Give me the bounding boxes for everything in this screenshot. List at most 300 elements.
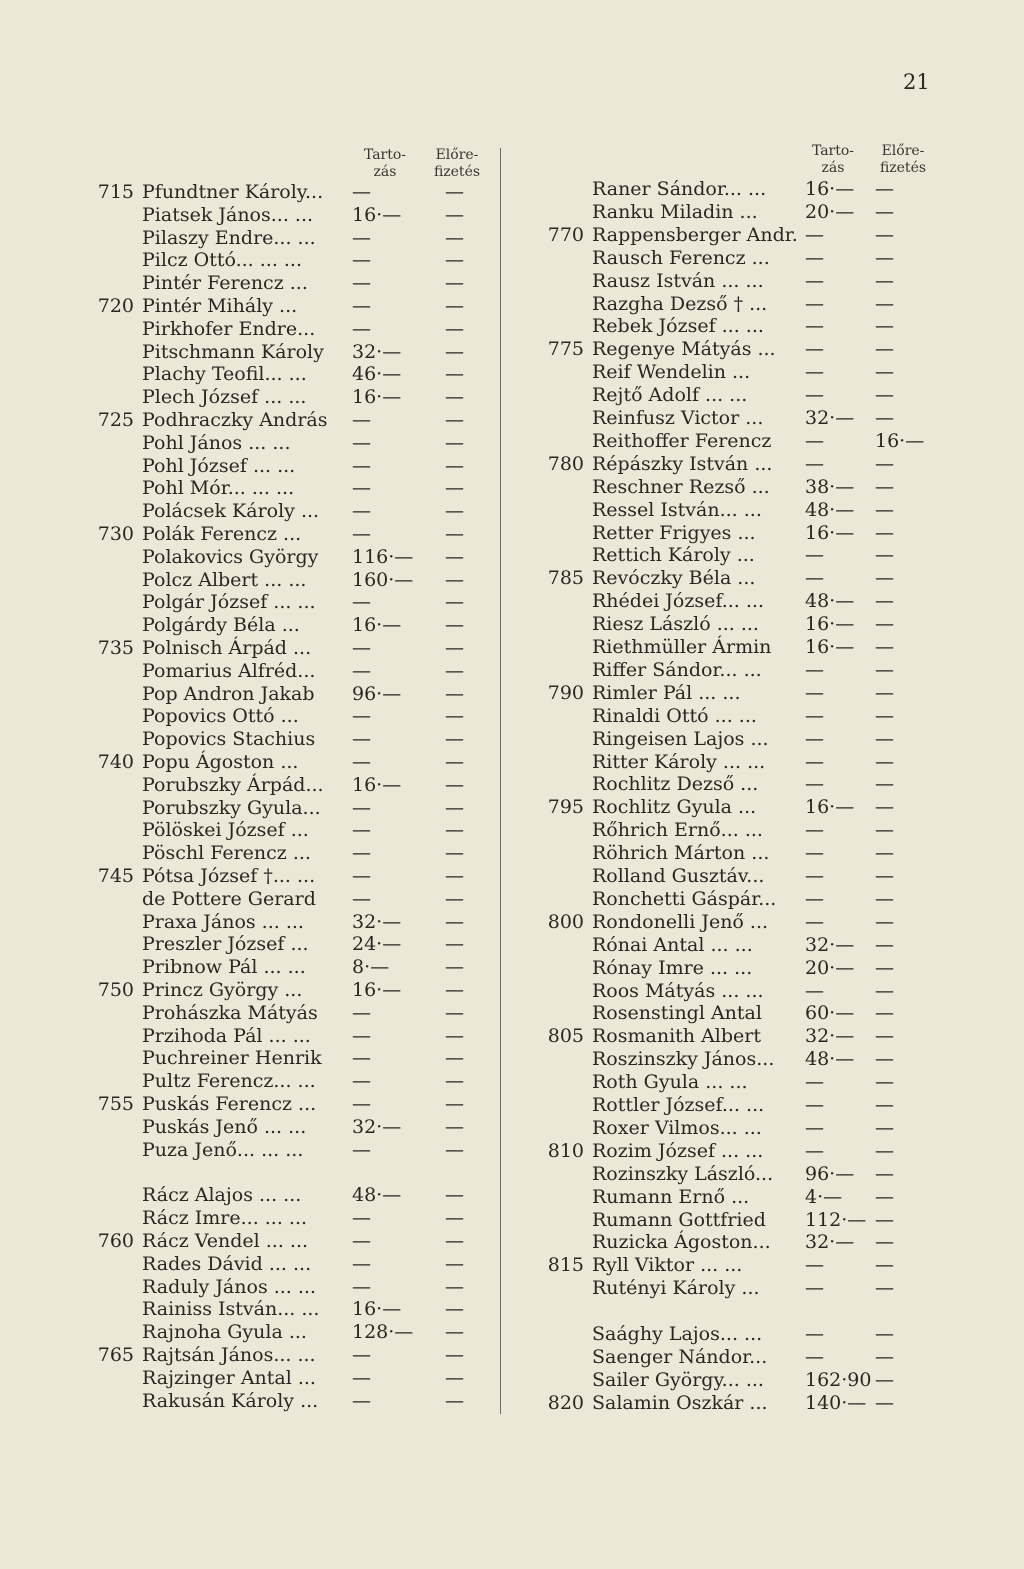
elofizetes-value: —: [445, 340, 464, 363]
member-name: Pölöskei József ...: [142, 819, 309, 842]
tartozas-value: 20·—: [805, 200, 855, 223]
member-name: Podhraczky András: [142, 409, 328, 431]
entry-number: 725: [97, 409, 134, 431]
elofizetes-value: —: [875, 544, 894, 567]
tartozas-value: 16·—: [805, 796, 855, 819]
member-name: Puskás Jenő ... ...: [142, 1115, 307, 1138]
elofizetes-value: —: [875, 1048, 894, 1071]
member-name: de Pottere Gerard: [142, 887, 316, 910]
tartozas-value: 24·—: [352, 933, 402, 956]
tartozas-value: 48·—: [805, 498, 855, 521]
tartozas-value: 96·—: [352, 682, 402, 705]
tartozas-value: —: [352, 272, 371, 295]
elofizetes-value: —: [445, 1138, 464, 1161]
entry-number: 780: [547, 452, 584, 475]
tartozas-value: —: [805, 750, 824, 773]
tartozas-value: —: [352, 1070, 371, 1093]
elofizetes-value: —: [875, 1254, 894, 1277]
entry-number: 765: [97, 1344, 134, 1366]
member-name: Rebek József ... ...: [592, 315, 764, 338]
elofizetes-value: —: [445, 1344, 464, 1366]
elofizetes-value: —: [445, 1184, 464, 1207]
header-tartozas-left: [350, 147, 420, 181]
tartozas-value: —: [352, 842, 371, 865]
entry-number: 750: [97, 979, 134, 1001]
elofizetes-value: —: [445, 728, 464, 751]
tartozas-value: —: [352, 295, 371, 317]
elofizetes-value: —: [875, 200, 894, 223]
tartozas-value: —: [805, 429, 824, 452]
tartozas-value: —: [805, 452, 824, 475]
member-name: Rajtsán János... ...: [142, 1344, 316, 1366]
tartozas-value: 112·—: [805, 1208, 867, 1231]
entry-number: 715: [97, 181, 134, 203]
member-name: Polgárdy Béla ...: [142, 614, 300, 637]
member-name: Pultz Ferencz... ...: [142, 1070, 316, 1093]
tartozas-value: —: [352, 865, 371, 887]
member-name: Rimler Pál ... ...: [592, 681, 741, 704]
member-name: Pirkhofer Endre...: [142, 317, 316, 340]
tartozas-value: 20·—: [805, 956, 855, 979]
header-elofizetes-left: [422, 147, 492, 181]
member-name: Plachy Teofil... ...: [142, 363, 307, 386]
member-name: Rolland Gusztáv...: [592, 865, 765, 887]
member-name: Porubszky Gyula...: [142, 796, 321, 819]
member-name: Pribnow Pál ... ...: [142, 956, 306, 979]
elofizetes-value: —: [875, 910, 894, 933]
tartozas-value: —: [805, 292, 824, 315]
tartozas-value: 32·—: [352, 910, 402, 933]
member-name: Roos Mátyás ... ...: [592, 979, 764, 1002]
member-name: Reschner Rezső ...: [592, 475, 770, 498]
tartozas-value: 16·—: [805, 636, 855, 658]
elofizetes-value: —: [875, 865, 894, 887]
member-name: Rakusán Károly ...: [142, 1389, 319, 1412]
entry-number: 810: [547, 1139, 584, 1162]
elofizetes-value: —: [875, 933, 894, 956]
elofizetes-value: —: [445, 1366, 464, 1389]
member-name: Roxer Vilmos... ...: [592, 1116, 762, 1139]
member-name: Polák Ferencz ...: [142, 523, 302, 545]
tartozas-value: 16·—: [805, 178, 855, 200]
member-name: Polgár József ... ...: [142, 591, 316, 614]
tartozas-value: —: [805, 567, 824, 590]
member-name: Rochlitz Gyula ...: [592, 796, 757, 819]
elofizetes-value: —: [875, 384, 894, 407]
tartozas-value: 16·—: [352, 614, 402, 637]
tartozas-value: —: [805, 1323, 824, 1346]
elofizetes-value: —: [445, 682, 464, 705]
entry-number: 775: [547, 338, 584, 361]
tartozas-value: 60·—: [805, 1002, 855, 1025]
tartozas-value: —: [352, 1275, 371, 1298]
elofizetes-value: —: [445, 249, 464, 272]
member-name: Porubszky Árpád...: [142, 773, 324, 796]
elofizetes-value: —: [445, 819, 464, 842]
elofizetes-value: —: [445, 409, 464, 431]
elofizetes-value: —: [875, 521, 894, 544]
elofizetes-value: —: [445, 796, 464, 819]
tartozas-value: —: [352, 477, 371, 500]
member-name: Rajnoha Gyula ...: [142, 1321, 307, 1344]
member-name: Polnisch Árpád ...: [142, 637, 312, 659]
tartozas-value: —: [805, 338, 824, 361]
elofizetes-value: —: [445, 842, 464, 865]
elofizetes-value: —: [875, 567, 894, 590]
member-name: Rónay Imre ... ...: [592, 956, 753, 979]
elofizetes-value: —: [445, 181, 464, 203]
member-name: Salamin Oszkár ...: [592, 1391, 768, 1414]
elofizetes-value: —: [445, 751, 464, 773]
elofizetes-value: —: [875, 1025, 894, 1048]
tartozas-value: 96·—: [805, 1162, 855, 1185]
member-name: Raner Sándor... ...: [592, 178, 767, 200]
header-line: Előre-: [435, 147, 479, 163]
member-name: Rondonelli Jenő ...: [592, 910, 769, 933]
elofizetes-value: —: [445, 1230, 464, 1252]
elofizetes-value: —: [875, 1368, 894, 1391]
member-name: Riesz László ... ...: [592, 613, 759, 636]
member-name: Pop Andron Jakab: [142, 682, 315, 705]
member-name: Plech József ... ...: [142, 386, 307, 409]
member-name: Ryll Viktor ... ...: [592, 1254, 743, 1277]
member-name: Pilcz Ottó... ... ...: [142, 249, 303, 272]
elofizetes-value: —: [445, 363, 464, 386]
elofizetes-value: —: [875, 1231, 894, 1254]
tartozas-value: —: [805, 910, 824, 933]
header-line: Előre-: [881, 143, 925, 159]
tartozas-value: —: [352, 819, 371, 842]
member-name: Saenger Nándor...: [592, 1346, 768, 1368]
tartozas-value: 48·—: [352, 1184, 402, 1207]
elofizetes-value: 16·—: [875, 429, 925, 452]
member-name: Pintér Ferencz ...: [142, 272, 308, 295]
tartozas-value: 46·—: [352, 363, 402, 386]
elofizetes-value: —: [875, 407, 894, 429]
tartozas-value: —: [805, 727, 824, 750]
member-name: Rejtő Adolf ... ...: [592, 384, 748, 407]
member-name: Ruzicka Ágoston...: [592, 1231, 771, 1254]
tartozas-value: 32·—: [805, 407, 855, 429]
tartozas-value: —: [805, 819, 824, 842]
member-name: Pohl József ... ...: [142, 454, 296, 477]
elofizetes-value: —: [875, 1002, 894, 1025]
tartozas-value: 16·—: [352, 773, 402, 796]
elofizetes-value: —: [445, 1275, 464, 1298]
member-name: Röhrich Márton ...: [592, 842, 770, 865]
member-name: Popovics Ottó ...: [142, 705, 299, 728]
member-name: Pitschmann Károly: [142, 340, 324, 363]
elofizetes-value: —: [875, 681, 894, 704]
elofizetes-value: —: [445, 773, 464, 796]
member-name: Rausch Ferencz ...: [592, 246, 770, 269]
entry-number: 760: [97, 1230, 134, 1252]
tartozas-value: —: [805, 384, 824, 407]
tartozas-value: —: [352, 1207, 371, 1230]
member-name: Piatsek János... ...: [142, 203, 314, 226]
tartozas-value: 4·—: [805, 1185, 843, 1208]
member-name: Preszler József ...: [142, 933, 309, 956]
elofizetes-value: —: [445, 1389, 464, 1412]
tartozas-value: —: [352, 249, 371, 272]
member-name: Reithoffer Ferencz: [592, 429, 772, 452]
elofizetes-value: —: [875, 956, 894, 979]
elofizetes-value: —: [875, 1277, 894, 1300]
tartozas-value: 32·—: [805, 1025, 855, 1048]
elofizetes-value: —: [875, 704, 894, 727]
tartozas-value: —: [352, 705, 371, 728]
member-name: Puskás Ferencz ...: [142, 1093, 317, 1115]
member-name: Rappensberger Andr.: [592, 223, 798, 246]
member-name: Rottler József... ...: [592, 1094, 765, 1116]
member-name: Prohászka Mátyás: [142, 1001, 318, 1024]
member-name: Praxa János ... ...: [142, 910, 304, 933]
member-name: Princz György ...: [142, 979, 303, 1001]
member-name: Rőhrich Ernő... ...: [592, 819, 763, 842]
tartozas-value: —: [352, 454, 371, 477]
tartozas-value: —: [805, 269, 824, 292]
header-line: fizetés: [879, 160, 927, 176]
tartozas-value: —: [352, 1024, 371, 1047]
member-name: Rettich Károly ...: [592, 544, 755, 567]
member-name: Rosmanith Albert: [592, 1025, 761, 1048]
member-name: Retter Frigyes ...: [592, 521, 756, 544]
tartozas-value: 16·—: [352, 203, 402, 226]
member-name: Pomarius Alfréd...: [142, 659, 316, 682]
elofizetes-value: —: [875, 1116, 894, 1139]
elofizetes-value: —: [445, 272, 464, 295]
elofizetes-value: —: [445, 1001, 464, 1024]
member-name: Rozim József ... ...: [592, 1139, 764, 1162]
tartozas-value: —: [805, 842, 824, 865]
elofizetes-value: —: [445, 865, 464, 887]
member-name: Puza Jenő... ... ...: [142, 1138, 304, 1161]
member-name: Rosenstingl Antal: [592, 1002, 762, 1025]
elofizetes-value: —: [875, 498, 894, 521]
header-line: Tarto-: [811, 143, 855, 159]
elofizetes-value: —: [445, 477, 464, 500]
elofizetes-value: —: [875, 452, 894, 475]
member-name: Reif Wendelin ...: [592, 361, 751, 384]
tartozas-value: —: [805, 681, 824, 704]
elofizetes-value: —: [445, 1093, 464, 1115]
tartozas-value: —: [352, 409, 371, 431]
elofizetes-value: —: [875, 750, 894, 773]
elofizetes-value: —: [445, 568, 464, 591]
tartozas-value: —: [352, 1047, 371, 1070]
member-name: Puchreiner Henrik: [142, 1047, 322, 1070]
tartozas-value: —: [352, 523, 371, 545]
member-name: Rajzinger Antal ...: [142, 1366, 316, 1389]
elofizetes-value: —: [445, 1207, 464, 1230]
header-line: fizetés: [433, 164, 481, 180]
member-name: Pohl Mór... ... ...: [142, 477, 295, 500]
entry-number: 800: [547, 910, 584, 933]
elofizetes-value: —: [445, 203, 464, 226]
elofizetes-value: —: [875, 223, 894, 246]
member-name: Razgha Dezső † ...: [592, 292, 768, 315]
entry-number: 720: [97, 295, 134, 317]
entry-number: 755: [97, 1093, 134, 1115]
tartozas-value: —: [805, 1277, 824, 1300]
elofizetes-value: —: [445, 1070, 464, 1093]
member-name: Rausz István ... ...: [592, 269, 764, 292]
member-name: Pfundtner Károly...: [142, 181, 324, 203]
member-name: Rónai Antal ... ...: [592, 933, 753, 956]
member-name: Pintér Mihály ...: [142, 295, 298, 317]
member-name: Rainiss István... ...: [142, 1298, 320, 1321]
member-name: Ringeisen Lajos ...: [592, 727, 769, 750]
elofizetes-value: —: [875, 315, 894, 338]
member-name: Ritter Károly ... ...: [592, 750, 766, 773]
elofizetes-value: —: [445, 523, 464, 545]
tartozas-value: —: [352, 1344, 371, 1366]
member-name: Saághy Lajos... ...: [592, 1323, 763, 1346]
tartozas-value: —: [352, 887, 371, 910]
elofizetes-value: —: [875, 338, 894, 361]
member-name: Raduly János ... ...: [142, 1275, 317, 1298]
tartozas-value: —: [352, 1389, 371, 1412]
tartozas-value: —: [352, 659, 371, 682]
elofizetes-value: —: [875, 658, 894, 681]
elofizetes-value: —: [875, 475, 894, 498]
elofizetes-value: —: [875, 887, 894, 910]
elofizetes-value: —: [445, 431, 464, 454]
entry-number: 805: [547, 1025, 584, 1048]
tartozas-value: —: [805, 865, 824, 887]
elofizetes-value: —: [445, 500, 464, 523]
elofizetes-value: —: [445, 1321, 464, 1344]
elofizetes-value: —: [875, 613, 894, 636]
elofizetes-value: —: [875, 1139, 894, 1162]
entry-number: 795: [547, 796, 584, 819]
tartozas-value: —: [805, 315, 824, 338]
tartozas-value: 128·—: [352, 1321, 414, 1344]
tartozas-value: —: [352, 796, 371, 819]
elofizetes-value: —: [875, 819, 894, 842]
tartozas-value: —: [352, 317, 371, 340]
elofizetes-value: —: [445, 226, 464, 249]
header-line: zás: [821, 160, 845, 176]
member-name: Popu Ágoston ...: [142, 751, 299, 773]
entry-number: 785: [547, 567, 584, 590]
elofizetes-value: —: [875, 1185, 894, 1208]
tartozas-value: 32·—: [352, 340, 402, 363]
elofizetes-value: —: [445, 956, 464, 979]
header-tartozas-right: [798, 143, 868, 177]
tartozas-value: —: [805, 223, 824, 246]
tartozas-value: 16·—: [352, 386, 402, 409]
header-line: Tarto-: [363, 147, 407, 163]
entry-number: 820: [547, 1391, 584, 1414]
elofizetes-value: —: [875, 1094, 894, 1116]
tartozas-value: —: [352, 1366, 371, 1389]
member-name: Rozinszky László...: [592, 1162, 774, 1185]
entry-number: 770: [547, 223, 584, 246]
elofizetes-value: —: [445, 705, 464, 728]
elofizetes-value: —: [445, 545, 464, 568]
tartozas-value: —: [805, 704, 824, 727]
member-name: Roszinszky János...: [592, 1048, 775, 1071]
elofizetes-value: —: [445, 317, 464, 340]
elofizetes-value: —: [875, 178, 894, 200]
elofizetes-value: —: [445, 1298, 464, 1321]
entry-number: 740: [97, 751, 134, 773]
elofizetes-value: —: [875, 1391, 894, 1414]
tartozas-value: 16·—: [805, 613, 855, 636]
elofizetes-value: —: [875, 590, 894, 613]
tartozas-value: —: [352, 1138, 371, 1161]
tartozas-value: —: [805, 1116, 824, 1139]
column-divider: [500, 148, 501, 1414]
tartozas-value: —: [805, 887, 824, 910]
elofizetes-value: —: [445, 591, 464, 614]
tartozas-value: 140·—: [805, 1391, 867, 1414]
tartozas-value: —: [352, 591, 371, 614]
member-name: Rutényi Károly ...: [592, 1277, 760, 1300]
member-name: Répászky István ...: [592, 452, 773, 475]
tartozas-value: —: [805, 658, 824, 681]
member-name: Roth Gyula ... ...: [592, 1071, 748, 1094]
tartozas-value: —: [352, 751, 371, 773]
tartozas-value: 32·—: [805, 933, 855, 956]
elofizetes-value: —: [875, 269, 894, 292]
tartozas-value: 8·—: [352, 956, 390, 979]
elofizetes-value: —: [875, 773, 894, 796]
member-name: Riethmüller Ármin: [592, 636, 772, 658]
tartozas-value: —: [805, 246, 824, 269]
tartozas-value: —: [805, 979, 824, 1002]
tartozas-value: —: [352, 637, 371, 659]
tartozas-value: —: [805, 361, 824, 384]
member-name: Ranku Miladin ...: [592, 200, 758, 223]
elofizetes-value: —: [875, 842, 894, 865]
tartozas-value: 16·—: [805, 521, 855, 544]
tartozas-value: 16·—: [352, 979, 402, 1001]
elofizetes-value: —: [875, 1071, 894, 1094]
tartozas-value: —: [805, 1346, 824, 1368]
member-name: Polakovics György: [142, 545, 319, 568]
entry-number: 815: [547, 1254, 584, 1277]
tartozas-value: —: [352, 1230, 371, 1252]
elofizetes-value: —: [445, 887, 464, 910]
member-name: Rumann Ernő ...: [592, 1185, 750, 1208]
elofizetes-value: —: [445, 386, 464, 409]
member-name: Pöschl Ferencz ...: [142, 842, 311, 865]
elofizetes-value: —: [445, 1024, 464, 1047]
elofizetes-value: —: [445, 1115, 464, 1138]
tartozas-value: 116·—: [352, 545, 414, 568]
header-elofizetes-right: [868, 143, 938, 177]
member-name: Sailer György... ...: [592, 1368, 764, 1391]
elofizetes-value: —: [875, 1346, 894, 1368]
elofizetes-value: —: [875, 636, 894, 658]
elofizetes-value: —: [875, 246, 894, 269]
tartozas-value: —: [352, 226, 371, 249]
elofizetes-value: —: [875, 1162, 894, 1185]
tartozas-value: —: [352, 500, 371, 523]
tartozas-value: 48·—: [805, 1048, 855, 1071]
member-name: Ronchetti Gáspár...: [592, 887, 777, 910]
elofizetes-value: —: [875, 361, 894, 384]
member-name: Ressel István... ...: [592, 498, 762, 521]
member-name: Rhédei József... ...: [592, 590, 765, 613]
elofizetes-value: —: [875, 727, 894, 750]
member-name: Rades Dávid ... ...: [142, 1252, 312, 1275]
tartozas-value: —: [805, 1071, 824, 1094]
member-name: Pohl János ... ...: [142, 431, 291, 454]
elofizetes-value: —: [445, 1047, 464, 1070]
